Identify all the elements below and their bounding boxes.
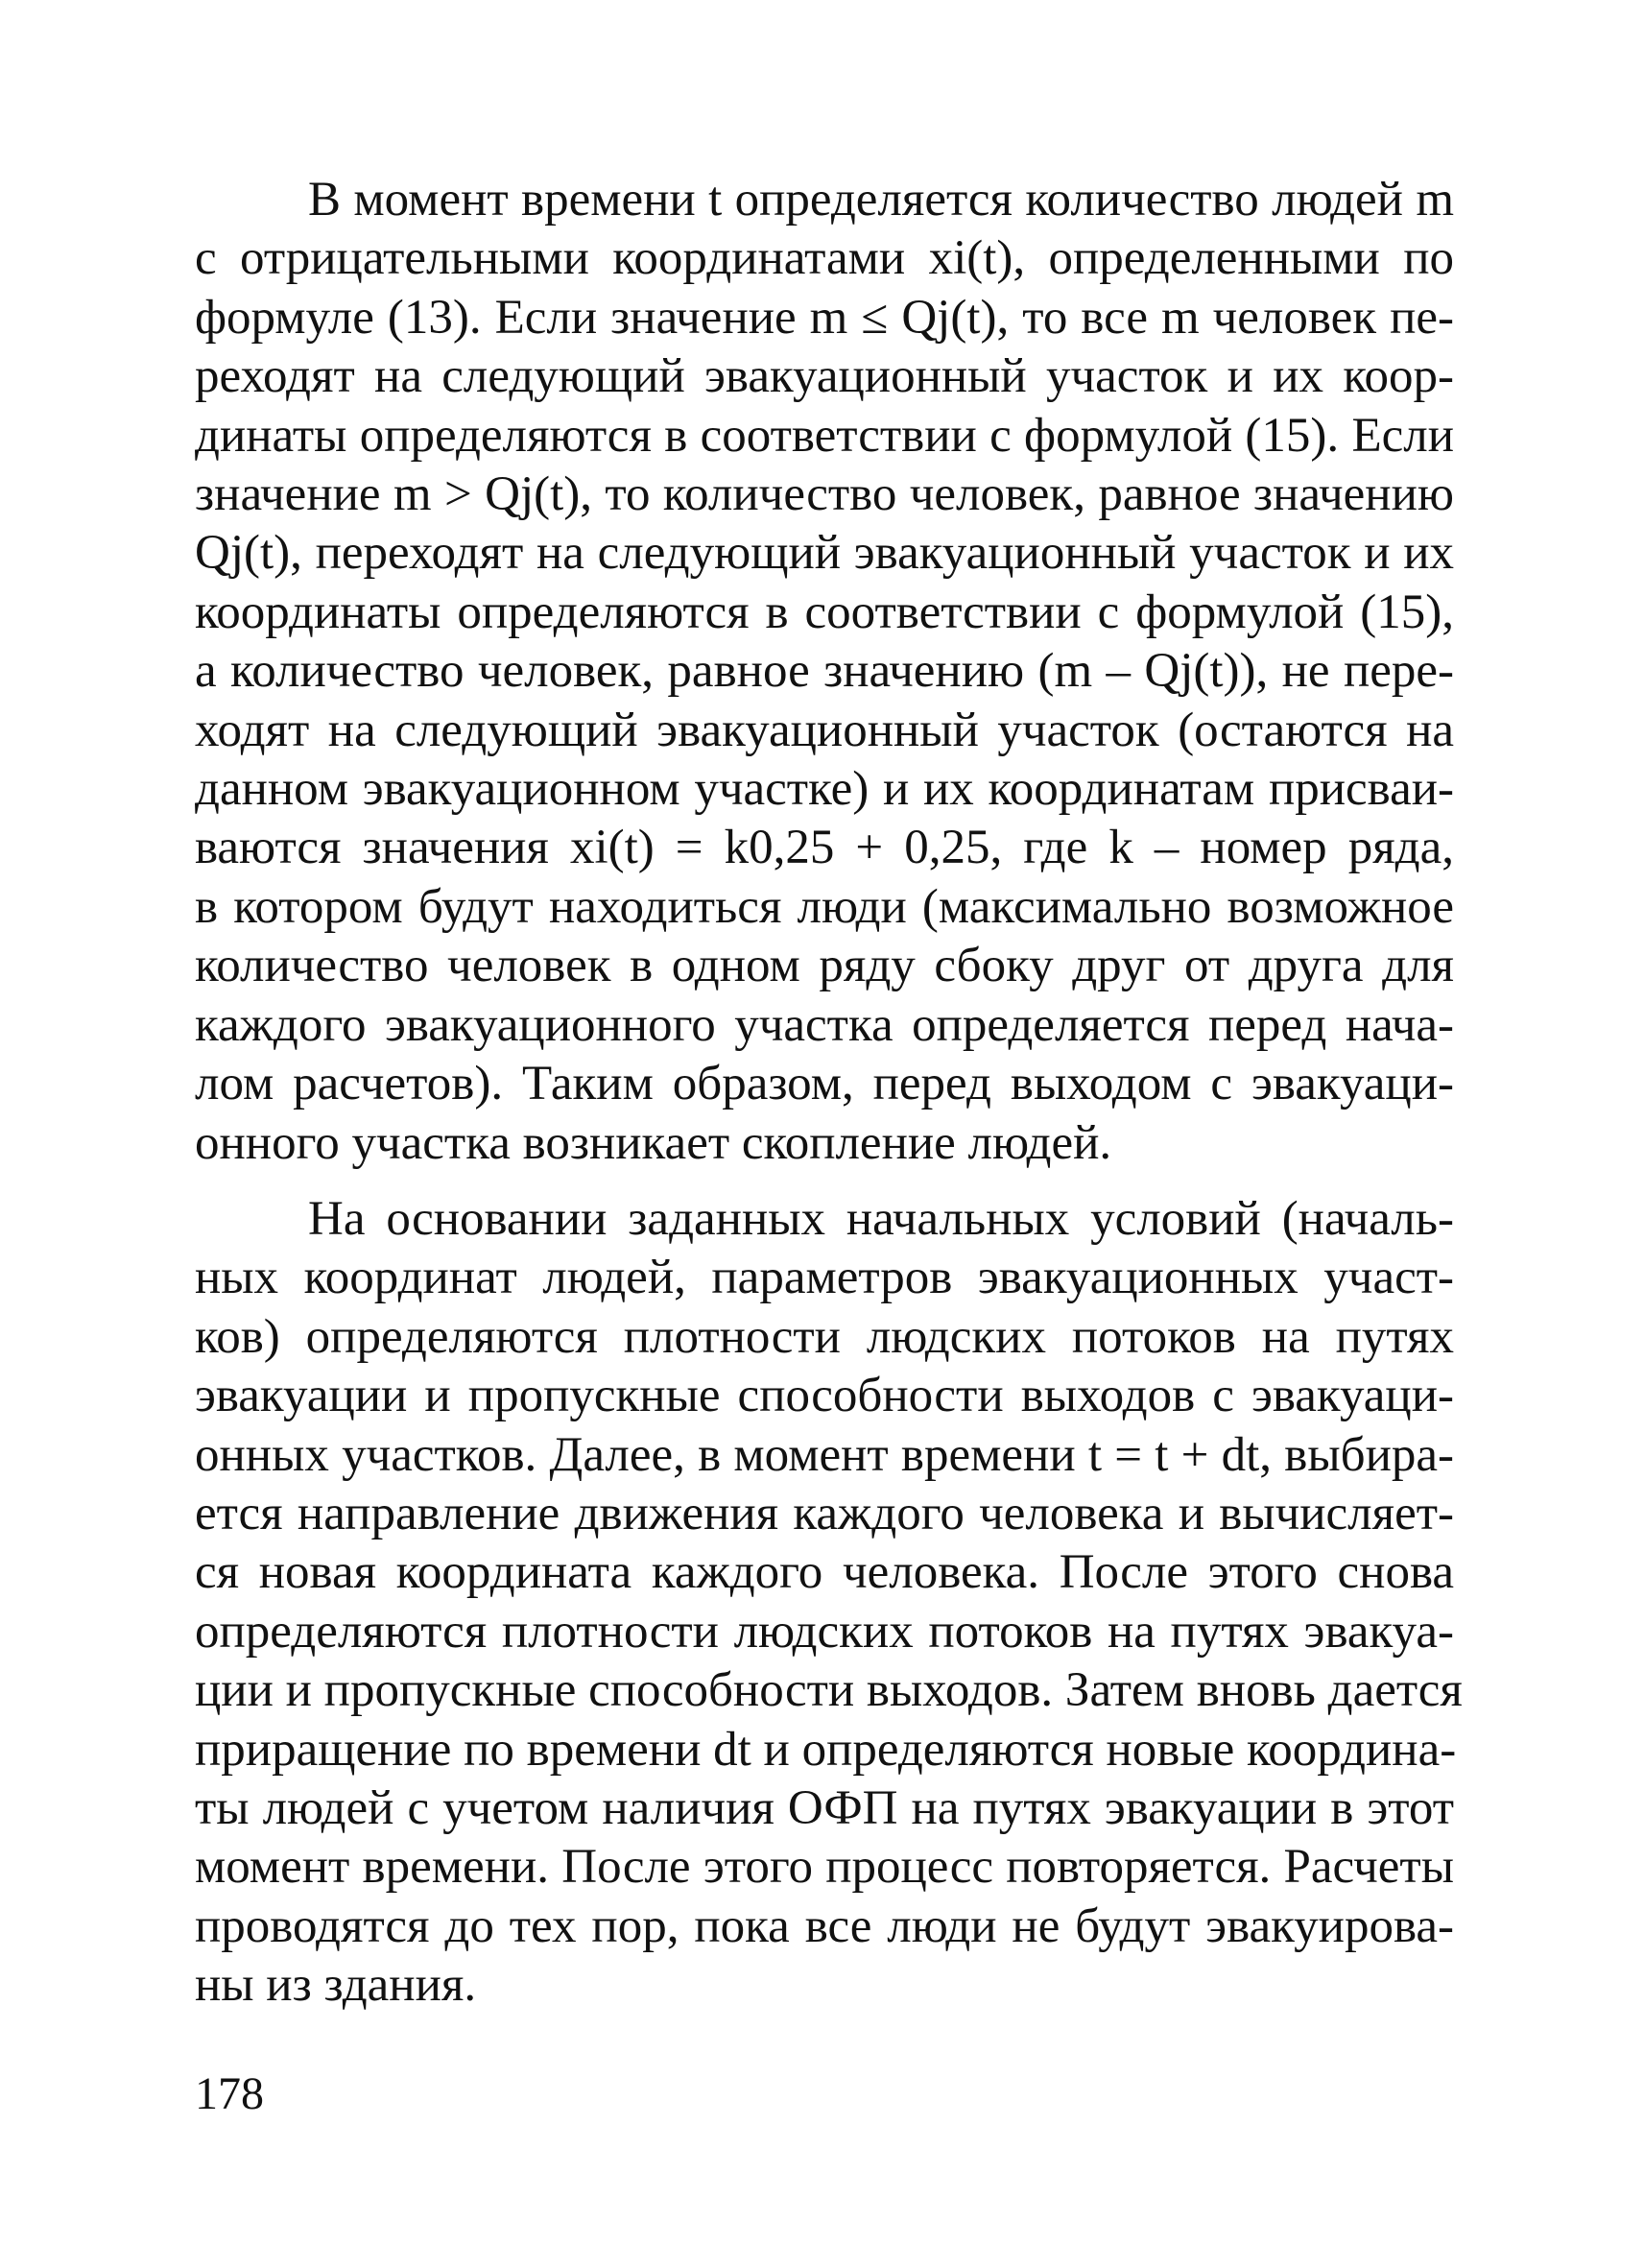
text-line: количество человек в одном ряду сбоку друг от друга для [195,939,1454,993]
text-line: Qj(t), переходят на следующий эвакуационный участок и их [195,526,1454,581]
text-line: с отрицательными координатами xi(t), определенными по [195,231,1454,286]
text-line: На основании заданных начальных условий (началь- [308,1191,1454,1246]
text-line: эвакуации и пропускные способности выходов с эвакуаци- [195,1369,1454,1423]
text-line: приращение по времени dt и определяются новые координа- [195,1722,1457,1777]
text-line: онного участка возникает скопление людей. [195,1115,1112,1170]
text-line: значение m > Qj(t), то количество человек, равное значению [195,467,1454,522]
text-line: ных координат людей, параметров эвакуационных участ- [195,1251,1454,1305]
paragraph-1 [195,171,1454,1173]
text-line: ков) определяются плотности людских потоков на путях [195,1309,1454,1364]
page-body [195,171,1463,2016]
text-line: динаты определяются в соответствии с формулой (15). Если [195,408,1454,463]
text-line: определяются плотности людских потоков на путях эвакуа- [195,1604,1454,1659]
text-line: момент времени. После этого процесс повторяется. Расчеты [195,1840,1454,1895]
text-line: В момент времени t определяется количество людей m [308,173,1454,227]
text-line: лом расчетов). Таким образом, перед выходом с эвакуаци- [195,1057,1454,1111]
page-number: 178 [195,2068,264,2119]
text-line: формуле (13). Если значение m ≤ Qj(t), то все m человек пе- [195,290,1454,345]
text-line: ся новая координата каждого человека. После этого снова [195,1545,1454,1600]
text-line: каждого эвакуационного участка определяется перед нача- [195,997,1454,1052]
paragraph-2 [195,1190,1463,2016]
text-line: данном эвакуационном участке) и их координатам присваи- [195,762,1454,817]
text-line: ваются значения xi(t) = k0,25 + 0,25, где k – номер ряда, [195,821,1454,875]
text-line: в котором будут находиться люди (максимально возможное [195,879,1454,934]
text-line: ется направление движения каждого человека и вычисляет- [195,1486,1454,1540]
text-line: реходят на следующий эвакуационный участок и их коор- [195,349,1454,404]
text-line: онных участков. Далее, в момент времени t = t + dt, выбира- [195,1427,1454,1482]
text-line: а количество человек, равное значению (m – Qj(t)), не пере- [195,644,1454,699]
text-line: координаты определяются в соответствии с формулой (15), [195,585,1454,639]
text-line: проводятся до тех пор, пока все люди не будут эвакуирова- [195,1898,1454,1953]
text-line: ты людей с учетом наличия ОФП на путях эвакуации в этот [195,1780,1454,1835]
text-line: ходят на следующий эвакуационный участок (остаются на [195,703,1454,757]
text-line: ны из здания. [195,1958,477,2013]
text-line: ции и пропускные способности выходов. Затем вновь дается [195,1663,1463,1718]
